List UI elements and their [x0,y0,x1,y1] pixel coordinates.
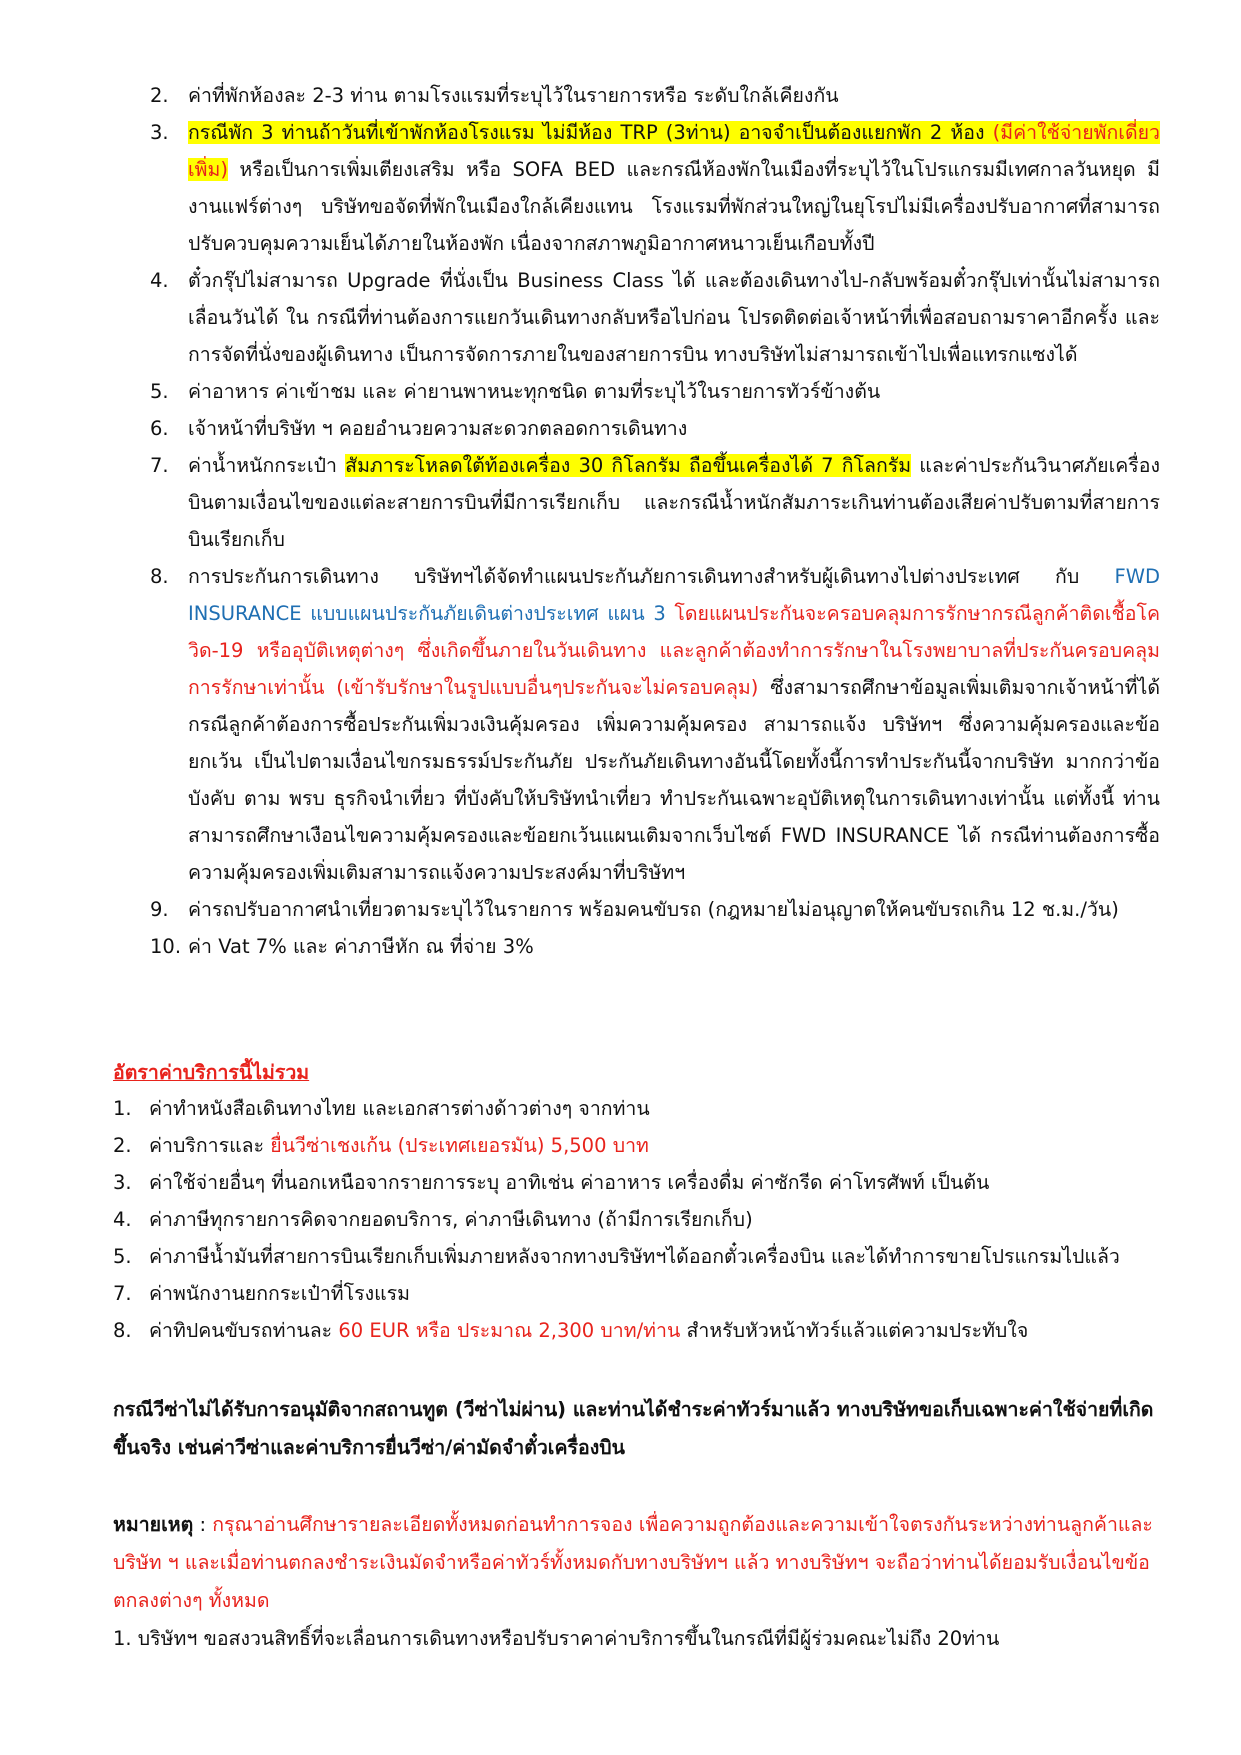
list-item-text: หรือเป็นการเพิ่มเตียงเสริม หรือ SOFA BED และกรณีห้องพักในเมืองที่ระบุไว้ในโปรแกรมมีเทศกาลวันหยุด มีงานแฟร์ต่างๆ บริษัทขอจัดที่พักในเมืองใกล้เคียงแทน โรงแรมที่พักส่วนใหญ่ในยุโรปไม่มีเครื่องปรับอากาศที่สามารถปรับควบคุมความเย็นได้ภายในห้องพัก เนื่องจากสภาพภูมิอากาศหนาวเย็นเกือบทั้งปี [188,158,1160,255]
list-item-text: กรณีพัก 3 ท่านถ้าวันที่เข้าพักห้องโรงแรม ไม่มีห้อง TRP (3ท่าน) อาจจำเป็นต้องแยกพัก 2 ห้อง [188,121,993,144]
excluded-list [113,1090,1163,1349]
note-item-1: 1. บริษัทฯ ขอสงวนสิทธิ์ที่จะเลื่อนการเดินทางหรือปรับราคาค่าบริการขึ้นในกรณีที่มีผู้ร่วมคณะไม่ถึง 20ท่าน [113,1627,1000,1650]
list-item-number: 7. [150,454,169,477]
included-list [150,77,1160,965]
list-item-number: 1. [113,1097,132,1120]
list-item [150,928,1160,965]
list-item-number: 3. [150,121,169,144]
list-item-text: ค่าใช้จ่ายอื่นๆ ที่นอกเหนือจากรายการระบุ อาทิเช่น ค่าอาหาร เครื่องดื่ม ค่าซักรีด ค่าโทรศัพท์ เป็นต้น [149,1171,990,1194]
list-item-number: 5. [150,380,169,403]
list-item-number: 4. [150,269,169,292]
list-item [150,558,1160,891]
list-item-number: 2. [150,84,169,107]
list-item-text: ค่าพนักงานยกกระเป๋าที่โรงแรม [149,1282,410,1305]
list-item-number: 8. [150,565,169,588]
list-item-text: ค่าภาษีทุกรายการคิดจากยอดบริการ, ค่าภาษีเดินทาง (ถ้ามีการเรียกเก็บ) [149,1208,753,1231]
list-item-number: 9. [150,898,169,921]
list-item-text: ยื่นวีซ่าเชงเก้น (ประเทศเยอรมัน) 5,500 บาท [270,1134,649,1157]
list-item-text: ค่ารถปรับอากาศนำเที่ยวตามระบุไว้ในรายการ พร้อมคนขับรถ (กฎหมายไม่อนุญาตให้คนขับรถเกิน 12 ช.ม./วัน) [188,898,1119,921]
list-item-number: 2. [113,1134,132,1157]
list-item-text: สัมภาระโหลดใต้ท้องเครื่อง 30 กิโลกรัม ถือขึ้นเครื่องได้ 7 กิโลกรัม [345,454,912,477]
list-item-number: 8. [113,1319,132,1342]
list-item-text: ค่าที่พักห้องละ 2-3 ท่าน ตามโรงแรมที่ระบุไว้ในรายการหรือ ระดับใกล้เคียงกัน [188,84,839,107]
list-item [113,1312,1163,1349]
note-paragraph [113,1506,1173,1620]
list-item [150,262,1160,373]
list-item [150,77,1160,114]
list-item [150,114,1160,262]
list-item [150,410,1160,447]
list-item-text: ตั๋วกรุ๊ปไม่สามารถ Upgrade ที่นั่งเป็น Business Class ได้ และต้องเดินทางไป-กลับพร้อมตั๋วกรุ๊ปเท่านั้นไม่สามารถเลื่อนวันได้ ใน กรณีที่ท่านต้องการแยกวันเดินทางกลับหรือไปก่อน โปรดติดต่อเจ้าหน้าที่เพื่อสอบถามราคาอีกครั้ง และการจัดที่นั่งของผู้เดินทาง เป็นการจัดการภายในของสายการบิน ทางบริษัทไม่สามารถเข้าไปเพื่อแทรกแซงได้ [188,269,1160,366]
list-item [113,1090,1163,1127]
list-item-text: ค่า Vat 7% และ ค่าภาษีหัก ณ ที่จ่าย 3% [188,935,534,958]
list-item-text: เจ้าหน้าที่บริษัท ฯ คอยอำนวยความสะดวกตลอดการเดินทาง [188,417,688,440]
list-item-text: การประกันการเดินทาง บริษัทฯได้จัดทำแผนประกันภัยการเดินทางสำหรับผู้เดินทางไปต่างประเทศ กับ [188,565,1115,588]
list-item-text: ซึ่งสามารถศึกษาข้อมูลเพิ่มเติมจากเจ้าหน้าที่ได้ กรณีลูกค้าต้องการซื้อประกันเพิ่มวงเงินคุ้มครอง เพิ่มความคุ้มครอง สามารถแจ้ง บริษัทฯ ซึ่งความคุ้มครองและข้อยกเว้น เป็นไปตามเงื่อนไขกรมธรรม์ประกันภัย ประกันภัยเดินทางอันนี้โดยทั้งนี้การทำประกันนี้จากบริษัท มากกว่าข้อบังคับ ตาม พรบ ธุรกิจนำเที่ยว ที่บังคับให้บริษัทนำเที่ยว ทำประกันเฉพาะอุบัติเหตุในการเดินทางเท่านั้น แต่ทั้งนี้ ท่านสามารถศึกษาเงือนไขความคุ้มครองและข้อยกเว้นแผนเติมจากเว็บไซต์ FWD INSURANCE ได้ กรณีท่านต้องการซื้อความคุ้มครองเพิ่มเติมสามารถแจ้งความประสงค์มาที่บริษัทฯ [188,676,1160,884]
note-text: กรุณาอ่านศึกษารายละเอียดทั้งหมดก่อนทำการจอง เพื่อความถูกต้องและความเข้าใจตรงกันระหว่างท่านลูกค้าและบริษัท ฯ และเมื่อท่านตกลงชำระเงินมัดจำหรือค่าทัวร์ทั้งหมดกับทางบริษัทฯ แล้ว ทางบริษัทฯ จะถือว่าท่านได้ยอมรับเงื่อนไขข้อตกลงต่างๆ ทั้งหมด [113,1513,1153,1612]
list-item [113,1238,1163,1275]
list-item [150,447,1160,558]
list-item-number: 10. [150,935,182,958]
list-item-text: ค่าอาหาร ค่าเข้าชม และ ค่ายานพาหนะทุกชนิด ตามที่ระบุไว้ในรายการทัวร์ข้างต้น [188,380,881,403]
list-item-number: 6. [150,417,169,440]
list-item-text: และค่าประกันวินาศภัยเครื่องบินตามเงื่อนไขของแต่ละสายการบินที่มีการเรียกเก็บ และกรณีน้ำหนักสัมภาระเกินท่านต้องเสียค่าปรับตามที่สายการบินเรียกเก็บ [188,454,1160,551]
list-item [113,1201,1163,1238]
excluded-section-title: อัตราค่าบริการนี้ไม่รวม [113,1061,310,1084]
list-item-text: ค่าบริการและ [149,1134,271,1157]
note-separator: : [193,1513,213,1536]
list-item-text: 60 EUR หรือ ประมาณ 2,300 บาท/ท่าน [338,1319,681,1342]
list-item-text: ค่าภาษีน้ำมันที่สายการบินเรียกเก็บเพิ่มภายหลังจากทางบริษัทฯได้ออกตั๋วเครื่องบิน และได้ทำการขายโปรแกรมไปแล้ว [149,1245,1120,1268]
list-item-text: โดยแผนประกันจะครอบคลุมการรักษากรณีลูกค้าติดเชื้อโควิด-19 หรืออุบัติเหตุต่างๆ ซึ่งเกิดขึ้นภายในวันเดินทาง และลูกค้าต้องทำการรักษาในโรงพยาบาลที่ประกันครอบคลุมการรักษาเท่านั้น (เข้ารับรักษาในรูปแบบอื่นๆประกันจะไม่ครอบคลุม) [188,602,1161,699]
list-item-number: 4. [113,1208,132,1231]
list-item-text: ค่าทิปคนขับรถท่านละ [149,1319,339,1342]
list-item [113,1127,1163,1164]
list-item [150,373,1160,410]
list-item-text: ค่าทำหนังสือเดินทางไทย และเอกสารต่างด้าวต่างๆ จากท่าน [149,1097,650,1120]
note-label: หมายเหตุ [113,1513,194,1536]
list-item-number: 3. [113,1171,132,1194]
list-item-text: ค่าน้ำหนักกระเป๋า [188,454,346,477]
list-item [113,1275,1163,1312]
list-item-number: 5. [113,1245,132,1268]
visa-notice: กรณีวีซ่าไม่ได้รับการอนุมัติจากสถานทูต (วีซ่าไม่ผ่าน) และท่านได้ชำระค่าทัวร์มาแล้ว ทางบริษัทขอเก็บเฉพาะค่าใช้จ่ายที่เกิดขึ้นจริง เช่นค่าวีซ่าและค่าบริการยื่นวีซ่า/ค่ามัดจำตั๋วเครื่องบิน [113,1398,1154,1459]
list-item [150,891,1160,928]
list-item-text: สำหรับหัวหน้าทัวร์แล้วแต่ความประทับใจ [680,1319,1029,1342]
list-item-text: FWD INSURANCE แบบแผนประกันภัยเดินต่างประเทศ แผน 3 [188,565,1160,625]
list-item-number: 7. [113,1282,132,1305]
list-item-text: (มีค่าใช้จ่ายพักเดี่ยวเพิ่ม) [188,121,1160,181]
list-item [113,1164,1163,1201]
